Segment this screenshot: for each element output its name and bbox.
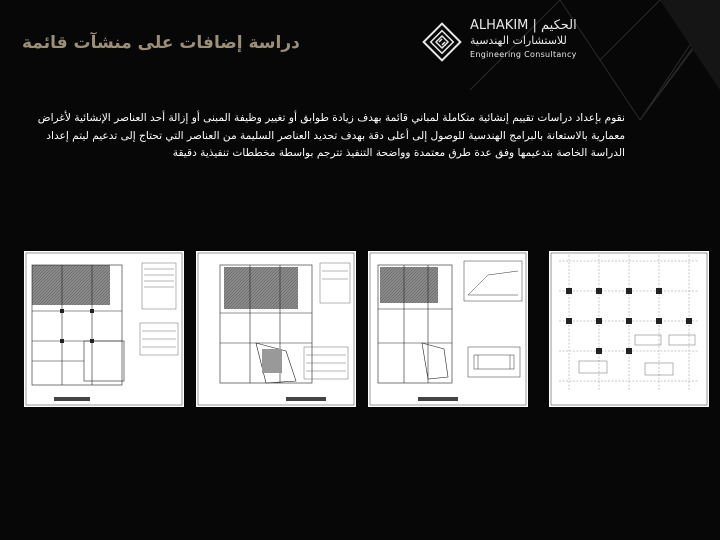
logo-mark-icon	[420, 20, 464, 64]
drawing-sheet-3	[368, 251, 528, 407]
drawing-sheet-4	[549, 251, 709, 407]
company-logo	[420, 20, 580, 64]
drawings-row	[24, 251, 704, 407]
drawing-sheet-2	[196, 251, 356, 407]
description-paragraph: نقوم بإعداد دراسات تقييم إنشائية متكاملة لمباني قائمة بهدف زيادة طوابق أو تغيير وظيفة المبنى أو إزالة أحد العناصر الإنشائية لأغراض معمارية بالاستعانة بالبرامج الهندسية للوصول إلى أعلى دقة بهدف تحديد العناصر السليمة من العناصر التي تحتاج إلى تدعيم ليتم إعداد الدراسة الخاصة بتدعيمها وفق عدة طرق معتمدة وواضحة التنفيذ تترجم بواسطة مخططات تنفيذية دقيقة	[37, 112, 625, 159]
logo-name: ALHAKIM | الحكيم	[470, 18, 577, 33]
logo-arabic-subtitle: للاستشارات الهندسية	[470, 34, 567, 47]
logo-english-subtitle: Engineering Consultancy	[470, 50, 577, 59]
slide-title: دراسة إضافات على منشآت قائمة	[22, 33, 300, 53]
drawing-sheet-1	[24, 251, 184, 407]
